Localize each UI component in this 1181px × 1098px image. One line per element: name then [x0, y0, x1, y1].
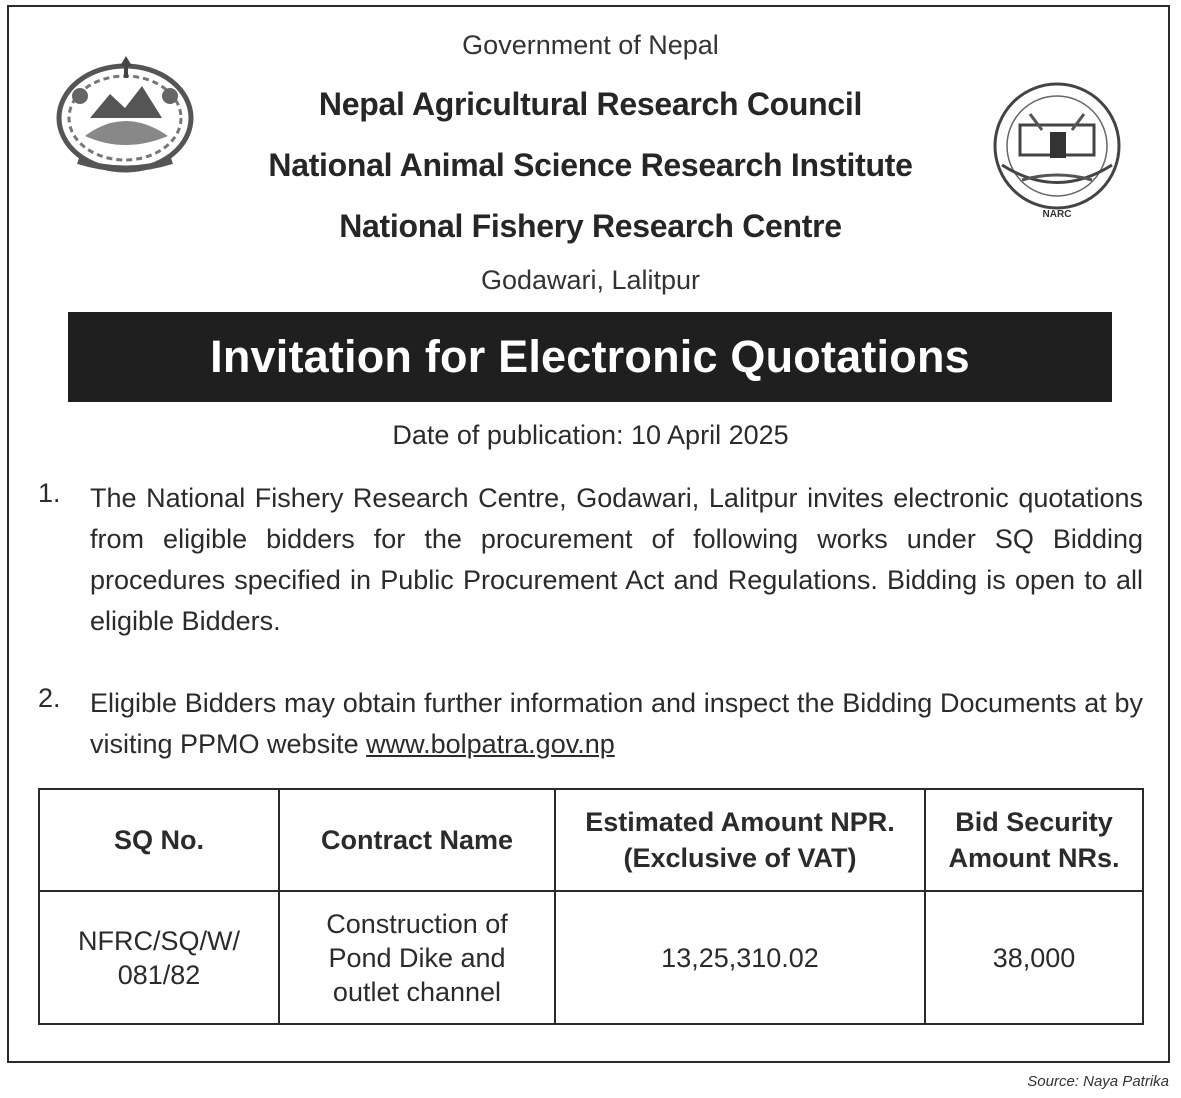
header-bid-security-line1: Bid Security: [955, 807, 1113, 837]
header-sq-no: SQ No.: [39, 789, 279, 891]
header-estimated-amount-line1: Estimated Amount NPR.: [585, 807, 895, 837]
header-bid-security: [925, 789, 1143, 891]
narc-logo-text: NARC: [1042, 209, 1072, 220]
cell-contract-line1: Construction of: [326, 908, 508, 939]
cell-estimated-amount: 13,25,310.02: [555, 891, 925, 1024]
header-bid-security-line2: Amount NRs.: [948, 843, 1120, 873]
council-heading: Nepal Agricultural Research Council: [318, 86, 863, 122]
paragraph-number: 2.: [38, 683, 61, 713]
government-heading: Government of Nepal: [462, 30, 719, 60]
paragraph-documents-text: Eligible Bidders may obtain further information and inspect the Bidding Documents at by visiting PPMO website: [90, 688, 1143, 759]
header-estimated-amount: [555, 789, 925, 891]
cell-bid-security: 38,000: [925, 891, 1143, 1024]
cell-contract-name: [279, 891, 555, 1024]
centre-heading: National Fishery Research Centre: [339, 208, 842, 244]
quotation-table: [38, 788, 1144, 1025]
bolpatra-link[interactable]: www.bolpatra.gov.np: [366, 729, 615, 759]
paragraph-number: 1.: [38, 478, 61, 508]
header-contract-name: Contract Name: [279, 789, 555, 891]
paragraph-documents: [90, 683, 1143, 765]
location-heading: Godawari, Lalitpur: [480, 265, 701, 295]
cell-contract-line3: outlet channel: [332, 976, 502, 1007]
table-header-row: [39, 789, 1143, 891]
source-credit: Source: Naya Patrika: [1027, 1073, 1169, 1090]
header-estimated-amount-line2: (Exclusive of VAT): [623, 843, 857, 873]
notice-title-banner: Invitation for Electronic Quotations: [68, 312, 1112, 402]
paragraph-invitation: The National Fishery Research Centre, Godawari, Lalitpur invites electronic quotations from eligible bidders for the procurement of following works under SQ Bidding procedures specified in Public Procurement Act and Regulations. Bidding is open to all eligible Bidders.: [90, 483, 1143, 636]
cell-contract-line2: Pond Dike and: [328, 942, 506, 973]
publication-date: Date of publication: 10 April 2025: [392, 420, 789, 450]
institute-heading: National Animal Science Research Institute: [268, 147, 913, 183]
cell-sq-no: [39, 891, 279, 1024]
table-row: [39, 891, 1143, 1024]
cell-sq-no-line1: NFRC/SQ/W/: [78, 925, 240, 956]
cell-sq-no-line2: 081/82: [117, 959, 201, 990]
